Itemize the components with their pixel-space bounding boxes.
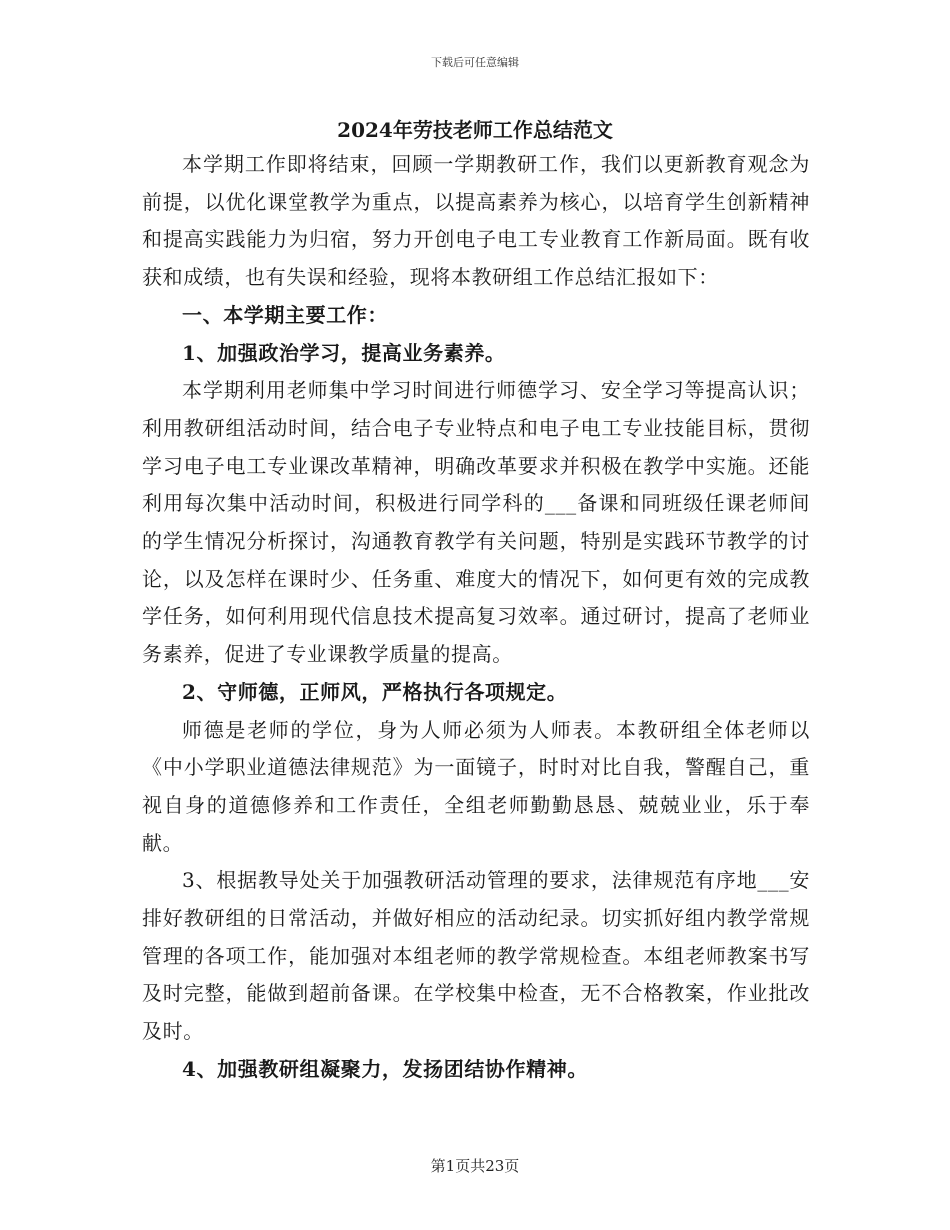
paragraph-1: 本学期利用老师集中学习时间进行师德学习、安全学习等提高认识；利用教研组活动时间，结合电子专业特点和电子电工专业技能目标，贯彻学习电子电工专业课改革精神，明确改革要求并积极在教学中实施。还能利用每次集中活动时间，积极进行同学科的___备课和同班级任课老师间的学生情况分析探讨，沟通教育教学有关问题，特别是实践环节教学的讨论，以及怎样在课时少、任务重、难度大的情况下，如何更有效的完成教学任务，如何利用现代信息技术提高复习效率。通过研讨，提高了老师业务素养，促进了专业课教学质量的提高。	[142, 378, 810, 667]
section-heading: 一、本学期主要工作：	[182, 302, 388, 327]
subheading-2: 2、守师德，正师风，严格执行各项规定。	[182, 679, 568, 704]
paragraph-intro: 本学期工作即将结束，回顾一学期教研工作，我们以更新教育观念为前提，以优化课堂教学为重点，以提高素养为核心，以培育学生创新精神和提高实践能力为归宿，努力开创电子电工专业教育工作新局面。既有收获和成绩，也有失误和经验，现将本教研组工作总结汇报如下：	[142, 152, 810, 290]
download-note: 下载后可任意编辑	[431, 56, 519, 69]
document-body	[142, 146, 810, 1089]
paragraph-3: 3、根据教导处关于加强教研活动管理的要求，法律规范有序地___安排好教研组的日常活动，并做好相应的活动纪录。切实抓好组内教学常规管理的各项工作，能加强对本组老师的教学常规检查。本组老师教案书写及时完整，能做到超前备课。在学校集中检查，无不合格教案，作业批改及时。	[142, 868, 810, 1044]
subheading-1: 1、加强政治学习，提高业务素养。	[182, 340, 506, 365]
page-number: 第1页共23页	[430, 1157, 520, 1175]
document-title: 2024年劳技老师工作总结范文	[337, 118, 613, 142]
subheading-4: 4、加强教研组凝聚力，发扬团结协作精神。	[182, 1056, 588, 1081]
paragraph-2: 师德是老师的学位，身为人师必须为人师表。本教研组全体老师以《中小学职业道德法律规范》为一面镜子，时时对比自我，警醒自己，重视自身的道德修养和工作责任，全组老师勤勤恳恳、兢兢业业，乐于奉献。	[142, 717, 810, 855]
